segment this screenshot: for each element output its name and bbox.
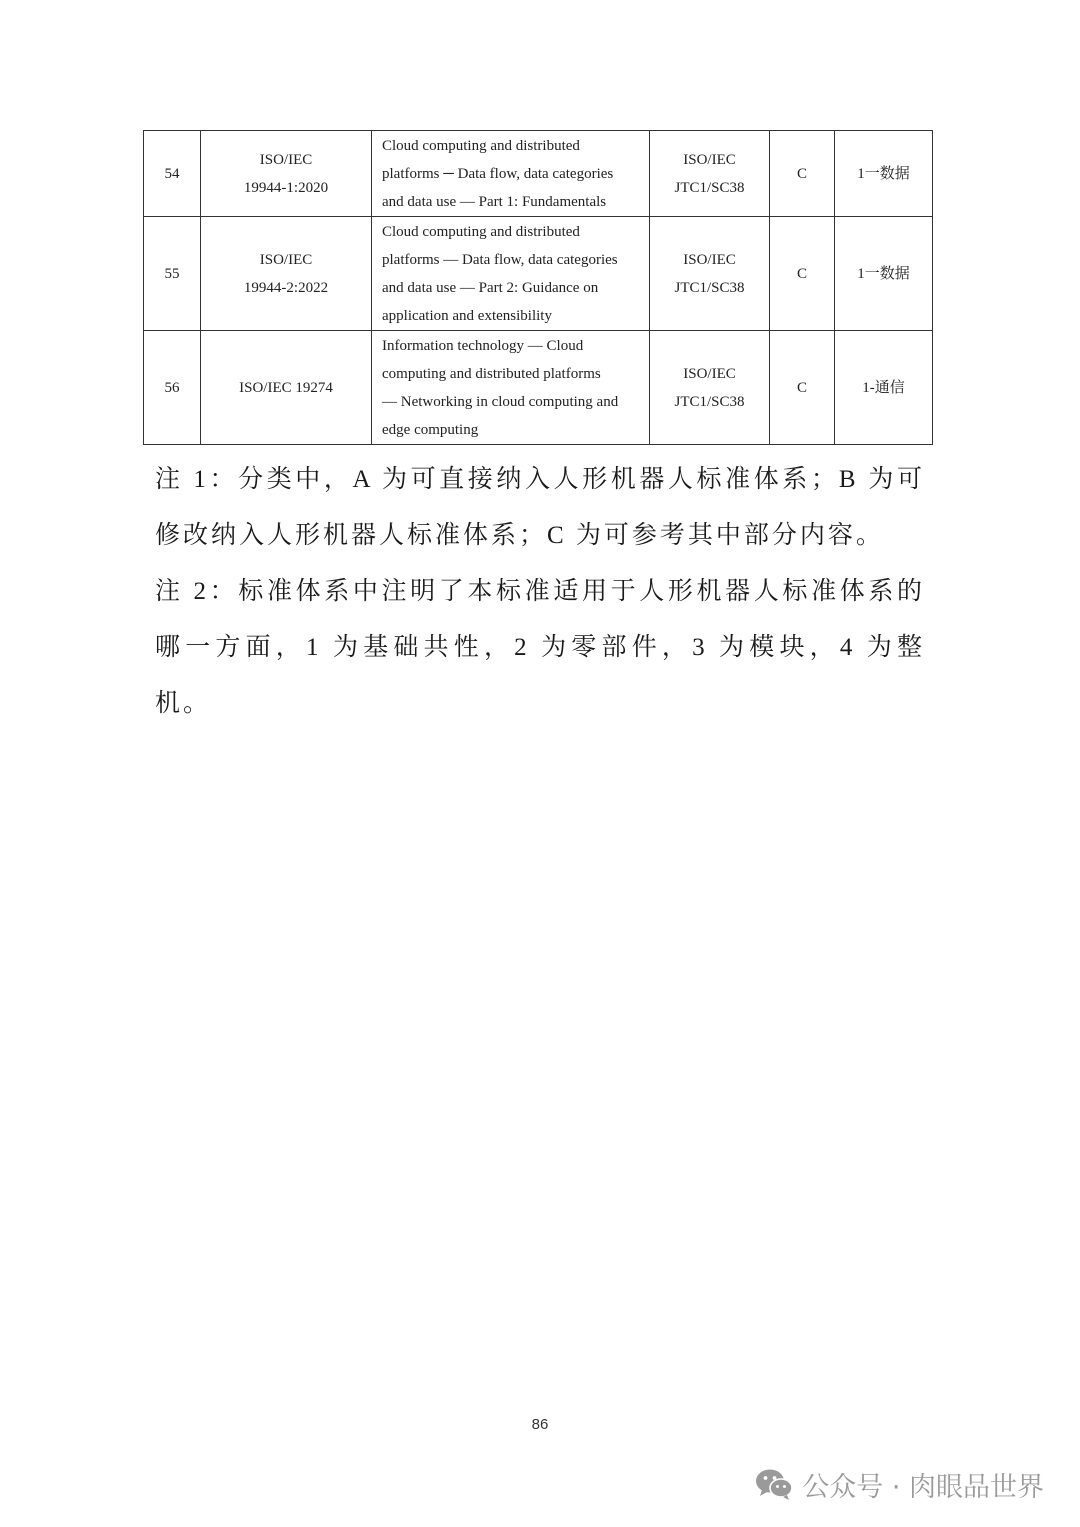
standard-category: C — [770, 131, 835, 217]
row-number: 55 — [144, 217, 201, 331]
page-number: 86 — [531, 1416, 549, 1433]
standard-title: Cloud computing and distributed platforms — Data flow, data categories and data use — Part 2: Guidance on application and extensibility — [372, 217, 650, 331]
standard-code: ISO/IEC 19944-2:2022 — [201, 217, 372, 331]
standard-category: C — [770, 331, 835, 445]
standard-aspect: 1-通信 — [835, 331, 933, 445]
standard-category: C — [770, 217, 835, 331]
note-2: 注 2：标准体系中注明了本标准适用于人形机器人标准体系的哪一方面，1 为基础共性，2 为零部件，3 为模块，4 为整机。 — [155, 578, 925, 717]
wechat-icon — [754, 1467, 794, 1501]
table-notes — [155, 452, 925, 732]
standard-org: ISO/IEC JTC1/SC38 — [650, 217, 770, 331]
standard-code: ISO/IEC 19274 — [201, 331, 372, 445]
standard-title: Information technology — Cloud computing and distributed platforms — Networking in cloud computing and edge computing — [372, 331, 650, 445]
standards-table — [143, 130, 933, 445]
table-row — [144, 331, 933, 445]
standard-aspect: 1一数据 — [835, 217, 933, 331]
standard-org: ISO/IEC JTC1/SC38 — [650, 331, 770, 445]
note-1: 注 1：分类中，A 为可直接纳入人形机器人标准体系；B 为可修改纳入人形机器人标准体系；C 为可参考其中部分内容。 — [155, 466, 925, 549]
standard-org: ISO/IEC JTC1/SC38 — [650, 131, 770, 217]
standard-code: ISO/IEC 19944-1:2020 — [201, 131, 372, 217]
row-number: 54 — [144, 131, 201, 217]
watermark — [754, 1462, 1044, 1506]
row-number: 56 — [144, 331, 201, 445]
standard-aspect: 1一数据 — [835, 131, 933, 217]
watermark-text: 公众号 · 肉眼品世界 — [802, 1471, 1044, 1503]
table-row — [144, 217, 933, 331]
standard-title: Cloud computing and distributed platforms ─ Data flow, data categories and data use — Part 1: Fundamentals — [372, 131, 650, 217]
table-row — [144, 131, 933, 217]
